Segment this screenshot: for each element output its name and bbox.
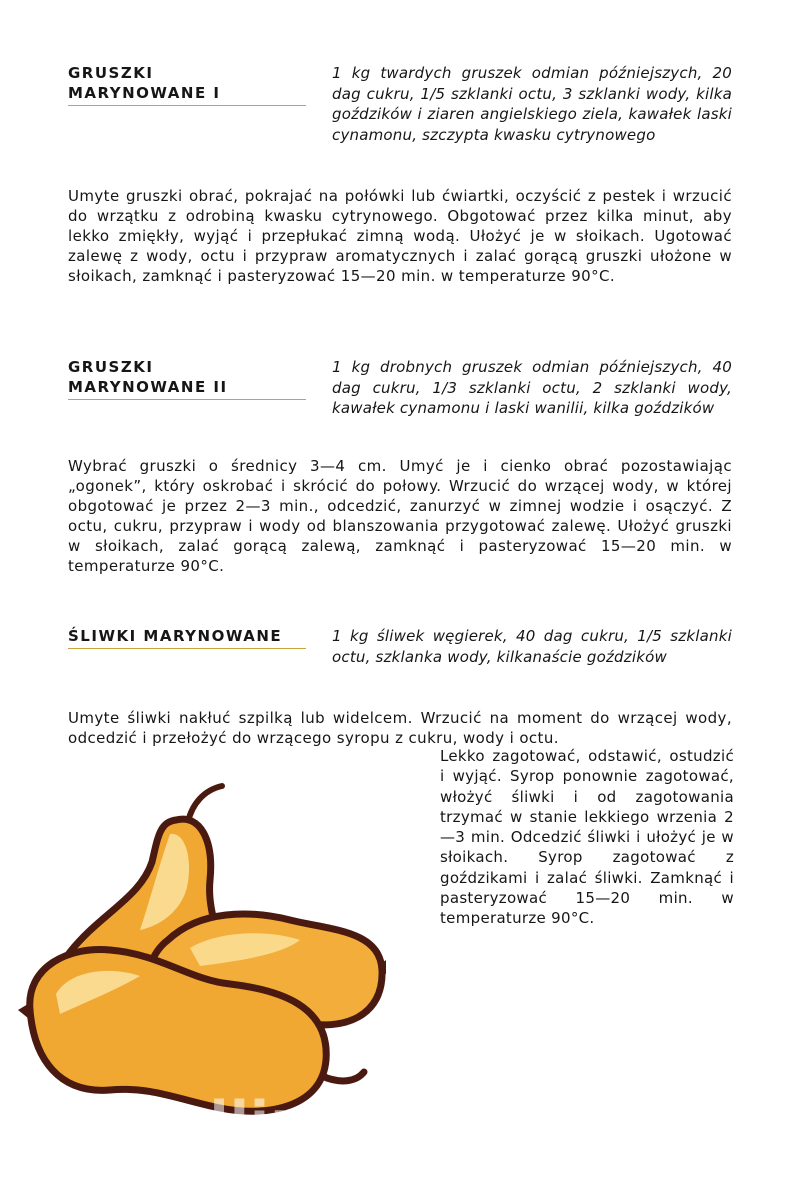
recipe-ingredients-gruszki-2: 1 kg drobnych gruszek odmian późniejszych, 40 dag cukru, 1/3 szklanki octu, 2 szklanki wody, kawałek cynamonu i laski wanilii, kilka goździków [332, 358, 732, 417]
recipe-method-sliwki-continued: Lekko zagotować, odstawić, ostudzić i wyjąć. Syrop ponownie zagotować, włożyć śliwki i od zagotowania trzymać w stanie lekkiego wrzenia 2—3 min. Odcedzić śliwki i ułożyć je w słoikach. Syrop zagotować z goździkami i zalać śliwki. Zamknąć i pasteryzować 15—20 min. w temperaturze 90°C. [440, 747, 734, 928]
recipe-title-sliwki: ŚLIWKI MARYNOWANE [68, 626, 306, 649]
recipe-title-gruszki-1: GRUSZKI MARYNOWANE I [68, 63, 306, 106]
recipe-ingredients-gruszki-1: 1 kg twardych gruszek odmian późniejszych, 20 dag cukru, 1/5 szklanki octu, 3 szklanki wody, kilka goździków i ziaren angielskiego ziela, kawałek laski cynamonu, szczypta kwasku cytrynowego [332, 64, 732, 144]
pears-illustration [0, 770, 440, 1130]
pear-stem-icon [188, 786, 222, 822]
watermark: wedlinydomowe.pl [96, 1090, 704, 1155]
recipe-title-gruszki-2: GRUSZKI MARYNOWANE II [68, 357, 306, 400]
recipe-ingredients-sliwki: 1 kg śliwek węgierek, 40 dag cukru, 1/5 szklanki octu, szklanka wody, kilkanaście goździków [332, 627, 732, 666]
recipe-method-sliwki: Umyte śliwki nakłuć szpilką lub widelcem. Wrzucić na moment do wrzącej wody, odcedzić i przełożyć do wrzącego syropu z cukru, wody i octu. [68, 709, 732, 747]
recipe-method-gruszki-2: Wybrać gruszki o średnicy 3—4 cm. Umyć je i cienko obrać pozostawiając „ogonek”, który oskrobać i skrócić do połowy. Wrzucić do wrzącej wody, w której obgotować je przez 2—3 min., odcedzić, zanurzyć w zimnej wodzie i osączyć. Z octu, cukru, przypraw i wody od blanszowania przygotować zalewę. Ułożyć gruszki w słoikach, zalać gorącą zalewą, zamknąć i pasteryzować 15—20 min. w temperaturze 90°C. [68, 457, 732, 575]
pear-stem-front-icon [322, 1072, 364, 1081]
recipe-method-gruszki-1: Umyte gruszki obrać, pokrajać na połówki lub ćwiartki, oczyścić z pestek i wrzucić do wrzątku z odrobiną kwasku cytrynowego. Obgotować przez kilka minut, aby lekko zmiękły, wyjąć i przepłukać zimną wodą. Ułożyć je w słoikach. Ugotować zalewę z wody, octu i przypraw aromatycznych i zalać gorącą gruszki ułożone w słoikach, zamknąć i pasteryzować 15—20 min. w temperaturze 90°C. [68, 187, 732, 285]
